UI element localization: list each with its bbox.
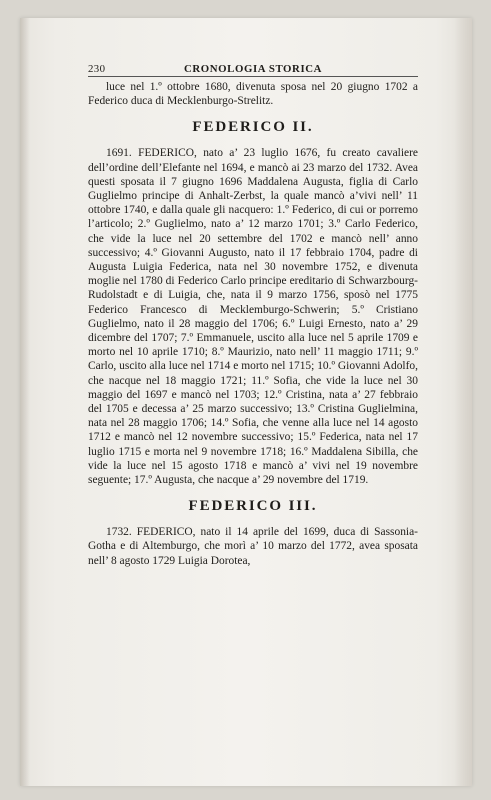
page-gutter-shadow bbox=[20, 18, 30, 786]
page-header bbox=[88, 63, 418, 77]
section-paragraph-federico-iii: 1732. FEDERICO, nato il 14 aprile del 1699, duca di Sassonia-Gotha e di Altemburgo, che morì a’ 10 marzo del 1772, avea sposata nell’ 8 agosto 1729 Luigia Dorotea, bbox=[88, 526, 418, 567]
running-head: CRONOLOGIA STORICA bbox=[183, 63, 323, 75]
section-paragraph-federico-ii: 1691. FEDERICO, nato a’ 23 luglio 1676, fu creato cavaliere dell’ordine dell’Elefante nel 1694, e mancò ai 23 marzo del 1732. Avea questi sposata il 7 giugno 1696 Maddalena Augusta, figlia di Carlo Guglielmo principe di Anhalt-Zerbst, la quale mancò a’vivi nell’ 11 ottobre 1740, e dalla quale gli nacquero: 1.º Federico, di cui or porremo l’articolo; 2.º Guglielmo, nato a’ 12 marzo 1701; 3.º Carlo Federico, che vide la luce nel 20 settembre del 1702 e mancò nell’ anno successivo; 4.º Giovanni Augusto, nato il 17 febbraio 1704, padre di Augusta Luigia Federica, nata nel 30 novembre 1752, e divenuta moglie nel 1780 di Federico Carlo principe ereditario di Schwarzbourg-Rudolstadt e di Luigia, che, nata il 9 marzo 1756, sposò nel 1775 Federico Francesco di Mecklemburgo-Schwerin; 5.º Cristiano Guglielmo, nato il 28 maggio del 1706; 6.º Luigi Ernesto, nato a’ 29 dicembre del 1707; 7.º Emmanuele, uscito alla luce nel 5 aprile 1709 e morto nel 10 aprile 1710; 8.º Maurizio, nato nell’ 11 maggio 1711; 9.º Carlo, uscito alla luce nel 1714 e morto nel 1715; 10.º Giovanni Adolfo, che nacque nel 18 maggio 1721; 11.º Sofia, che vide la luce nel 30 maggio del 1697 e mancò nel 1703; 12.º Cristina, nata a’ 27 febbraio del 1705 e decessa a’ 25 marzo successivo; 13.º Cristina Guglielmina, nata nel 28 maggio 1706; 14.º Sofia, che venne alla luce nel 14 agosto 1712 e mancò nel 12 novembre successivo; 15.º Federica, nata nel 17 luglio 1715 e morta nel 9 novembre 1718; 16.º Maddalena Sibilla, che vide la luce nel 15 agosto 1718 e mancò a’ vivi nel 19 novembre seguente; 17.º Augusta, che nacque a’ 29 novembre del 1719. bbox=[88, 147, 418, 487]
page-content bbox=[88, 63, 418, 568]
intro-paragraph: luce nel 1.º ottobre 1680, divenuta sposa nel 20 giugno 1702 a Federico duca di Mecklenburgo-Strelitz. bbox=[88, 81, 418, 108]
page-edge-shadow bbox=[454, 18, 472, 786]
section-title-federico-ii: FEDERICO II. bbox=[192, 119, 314, 136]
book-page bbox=[20, 18, 472, 786]
section-title-federico-iii: FEDERICO III. bbox=[188, 498, 318, 515]
page-number: 230 bbox=[88, 63, 106, 75]
